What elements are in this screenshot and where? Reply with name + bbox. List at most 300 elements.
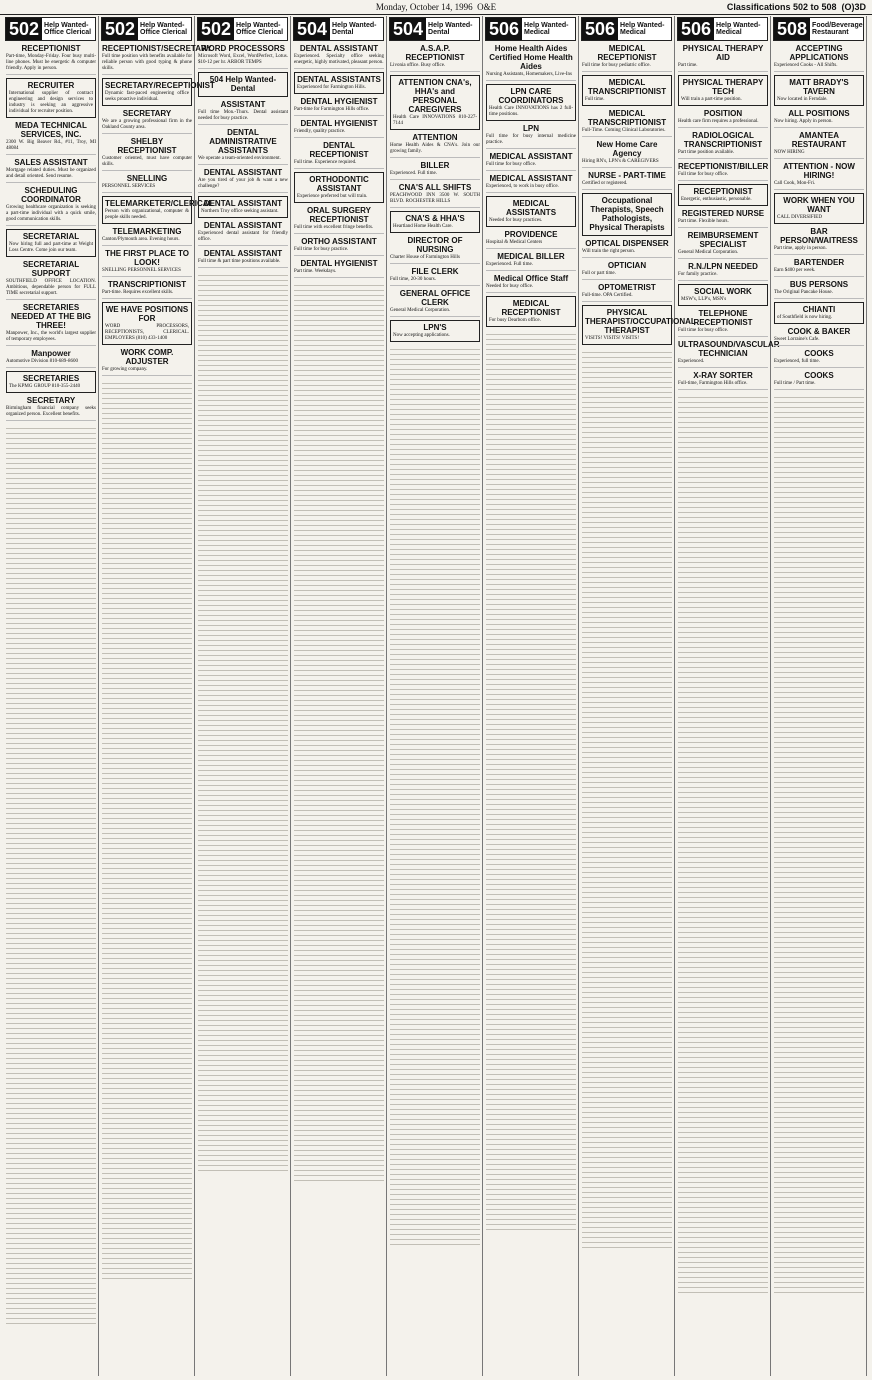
ad-body: Full time & part time positions available. bbox=[198, 259, 281, 264]
ad-heading: DENTAL ASSISTANT bbox=[299, 44, 379, 53]
ad-body: SNELLING PERSONNEL SERVICES bbox=[102, 268, 181, 273]
classified-ad bbox=[774, 131, 864, 159]
classified-ad bbox=[390, 236, 480, 264]
classified-ad bbox=[294, 259, 384, 278]
category-title: Help Wanted-Office Clerical bbox=[44, 22, 92, 36]
ad-body: Now hiring full and part-time at Weight Loss Centre. Come join our team. bbox=[9, 242, 93, 253]
ad-heading: RECEPTIONIST/BILLER bbox=[678, 162, 769, 171]
ad-heading: TRANSCRIPTIONIST bbox=[107, 280, 187, 289]
ad-body: Livonia office. Busy office. bbox=[390, 63, 446, 68]
ad-heading: R.N./LPN NEEDED bbox=[688, 262, 758, 271]
classified-ad bbox=[102, 78, 215, 106]
ad-body: Part time. Weekdays. bbox=[294, 269, 337, 274]
classified-column bbox=[100, 16, 215, 1376]
category-title: Help Wanted-Office Clerical bbox=[140, 22, 188, 36]
ad-heading: BARTENDER bbox=[793, 258, 845, 267]
ad-heading: SHELBY RECEPTIONIST bbox=[117, 137, 177, 155]
ad-heading: Home Health Aides Certified Home Health Aides bbox=[489, 44, 573, 71]
classified-column bbox=[484, 16, 579, 1376]
ad-body: Sweet Lorraine's Cafe. bbox=[774, 337, 820, 342]
ad-heading: RECRUITER bbox=[27, 81, 75, 90]
ad-heading: DENTAL ASSISTANT bbox=[203, 168, 283, 177]
ad-heading: REGISTERED NURSE bbox=[681, 209, 765, 218]
ad-body: Full time, 20-30 hours. bbox=[390, 277, 436, 282]
classified-ad bbox=[582, 75, 672, 106]
ad-body: Part time position available. bbox=[678, 150, 735, 155]
classified-ad bbox=[6, 44, 96, 75]
ad-heading: POSITION bbox=[703, 109, 743, 118]
ad-text-filler bbox=[198, 271, 288, 1171]
ad-heading: ATTENTION CNA's, HHA's and PERSONAL CAREGIVERS bbox=[398, 78, 472, 114]
classified-ad bbox=[294, 172, 384, 203]
classified-ad bbox=[390, 267, 480, 286]
classified-ad bbox=[102, 302, 192, 345]
classified-ad bbox=[486, 84, 576, 121]
ad-heading: MEDICAL TRANSCRIPTIONIST bbox=[587, 78, 667, 96]
ad-heading: PHYSICAL THERAPY TECH bbox=[682, 78, 764, 96]
classified-ad bbox=[678, 231, 768, 259]
ad-body: Health care firm requires a professional. bbox=[678, 119, 759, 124]
ad-body: Experienced. Specialty office seeking energetic, highly motivated, pleasant person. bbox=[294, 54, 384, 65]
classified-ad bbox=[198, 72, 288, 97]
ad-heading: RECEPTIONIST bbox=[21, 44, 81, 53]
ad-body: Experienced, full time. bbox=[774, 359, 820, 364]
ad-text-filler bbox=[774, 393, 864, 1293]
ad-heading: DENTAL RECEPTIONIST bbox=[309, 141, 369, 159]
classified-ad bbox=[294, 119, 384, 138]
ad-heading: MATT BRADY'S TAVERN bbox=[789, 78, 849, 96]
ad-heading: OPTOMETRIST bbox=[598, 283, 656, 292]
ad-body: Experienced. Full time. bbox=[390, 171, 437, 176]
classified-ad bbox=[486, 296, 576, 327]
ad-body: Full-time. OPA Certified. bbox=[582, 293, 633, 298]
ad-body: Home Health Aides & CNA's. Join our growing family. bbox=[390, 143, 480, 154]
classified-ad bbox=[582, 239, 672, 258]
ad-heading: BUS PERSONS bbox=[789, 280, 849, 289]
ad-body: Full time. Experience required. bbox=[294, 160, 357, 165]
ad-body: Needed for busy office. bbox=[486, 284, 534, 289]
ad-text-filler bbox=[486, 330, 576, 1230]
ad-body: Part time. Flexible hours. bbox=[678, 219, 729, 224]
classified-ad bbox=[774, 280, 864, 299]
category-number: 502 bbox=[198, 18, 234, 40]
ad-heading: SCHEDULING COORDINATOR bbox=[21, 186, 81, 204]
ad-heading: SNELLING bbox=[126, 174, 168, 183]
column-header bbox=[485, 17, 576, 41]
ad-body: Charter House of Farmington Hills bbox=[390, 255, 460, 260]
category-title: Help Wanted-Dental bbox=[428, 22, 473, 36]
ad-body: Automotive Division 810-689-8600 bbox=[6, 359, 78, 364]
classified-ad bbox=[198, 196, 288, 218]
ad-body: Full time for busy office. bbox=[678, 172, 729, 177]
classified-ad bbox=[102, 109, 192, 134]
ad-heading: LPN'S bbox=[423, 323, 447, 332]
ad-body: Now hiring. Apply in person. bbox=[774, 119, 833, 124]
classified-ad bbox=[294, 206, 384, 234]
classified-ad bbox=[6, 396, 96, 421]
ad-body: Are you tired of your job & want a new challenge? bbox=[198, 178, 288, 189]
classified-ad bbox=[102, 174, 192, 193]
ad-heading: MEDICAL ASSISTANT bbox=[489, 174, 573, 183]
ad-heading: SECRETARY/RECEPTIONIST bbox=[105, 81, 215, 90]
classified-ad bbox=[294, 72, 384, 94]
ad-body: International supplier of contract engineering and design services to industry is seeking an aggressive individual for recruiter position. bbox=[9, 91, 93, 114]
ad-body: VISITS! VISITS! VISITS! bbox=[585, 336, 639, 341]
ad-heading: ATTENTION bbox=[412, 133, 458, 142]
classified-ad bbox=[198, 221, 288, 246]
ad-text-filler bbox=[582, 348, 672, 1248]
ad-body: Will train a part-time position. bbox=[681, 97, 742, 102]
category-number: 508 bbox=[774, 18, 810, 40]
ad-body: Hospital & Medical Centers bbox=[486, 240, 543, 245]
ad-body: Full time for busy internal medicine practice. bbox=[486, 134, 576, 145]
ad-heading: DENTAL ADMINISTRATIVE ASSISTANTS bbox=[209, 128, 277, 155]
ad-body: PEACHWOOD INN 3500 W. SOUTH BLVD. ROCHESTER HILLS bbox=[390, 193, 480, 204]
ad-heading: RECEPTIONIST/SECRETARY bbox=[102, 44, 212, 53]
ad-body: MSW's, LLP's, MSN's bbox=[681, 297, 727, 302]
classified-ad bbox=[6, 349, 96, 368]
classified-ad bbox=[294, 97, 384, 116]
ad-heading: SECRETARIAL bbox=[22, 232, 80, 241]
ad-body: Full-Time. Coming Clinical Laboratories. bbox=[582, 128, 666, 133]
ad-heading: WORD PROCESSORS bbox=[200, 44, 285, 53]
ad-body: Full time position with benefits available for reliable person with good typing & phone skills. bbox=[102, 54, 192, 71]
ad-body: For busy Dearborn office. bbox=[489, 318, 541, 323]
ad-heading: DENTAL HYGIENIST bbox=[300, 97, 378, 106]
classified-ad bbox=[774, 162, 864, 190]
ad-heading: ULTRASOUND/VASCULAR TECHNICIAN bbox=[678, 340, 780, 358]
ad-heading: OPTICAL DISPENSER bbox=[585, 239, 669, 248]
classified-ad bbox=[198, 249, 288, 268]
ad-heading: ORTHODONTIC ASSISTANT bbox=[309, 175, 369, 193]
classified-ad bbox=[678, 284, 768, 306]
ad-heading: ORTHO ASSISTANT bbox=[301, 237, 377, 246]
classified-column bbox=[4, 16, 99, 1376]
classified-ad bbox=[102, 249, 192, 277]
classified-ad bbox=[294, 141, 384, 169]
classified-ad bbox=[6, 303, 96, 346]
ad-body: Full time with excellent fringe benefits. bbox=[294, 225, 374, 230]
masthead bbox=[0, 0, 872, 15]
category-number: 506 bbox=[582, 18, 618, 40]
ad-heading: MEDA TECHNICAL SERVICES, INC. bbox=[15, 121, 87, 139]
ad-body: Growing healthcare organization is seeking a part-time individual with a quick smile, good communication skills. bbox=[6, 205, 96, 222]
ad-body: Now located in Ferndale. bbox=[777, 97, 828, 102]
ad-body: Experienced Cooks - All Shifts. bbox=[774, 63, 838, 68]
ad-heading: DENTAL ASSISTANTS bbox=[297, 75, 381, 84]
ad-body: Full-time, Farmington Hills office. bbox=[678, 381, 748, 386]
ad-heading: SALES ASSISTANT bbox=[14, 158, 88, 167]
classified-ad bbox=[390, 289, 480, 317]
ad-body: Canton/Plymouth area. Evening hours. bbox=[102, 237, 180, 242]
classified-ad bbox=[678, 309, 768, 337]
ad-heading: DENTAL ASSISTANT bbox=[203, 199, 283, 208]
ad-body: Experienced, to work in busy office. bbox=[486, 184, 559, 189]
column-header bbox=[101, 17, 192, 41]
section-title: Classifications 502 to 508 bbox=[726, 2, 837, 12]
category-number: 504 bbox=[294, 18, 330, 40]
classified-ad bbox=[582, 109, 672, 137]
ad-heading: Manpower bbox=[31, 349, 71, 358]
classified-ad bbox=[198, 168, 288, 193]
ad-heading: REIMBURSEMENT SPECIALIST bbox=[687, 231, 759, 249]
ad-body: Nursing Assistants, Homemakers, Live-Ins bbox=[486, 72, 572, 77]
classified-ad bbox=[774, 302, 864, 324]
ad-heading: THE FIRST PLACE TO LOOK! bbox=[105, 249, 189, 267]
classified-ad bbox=[774, 227, 864, 255]
classified-ad bbox=[582, 140, 672, 168]
ad-heading: CNA'S ALL SHIFTS bbox=[398, 183, 472, 192]
classified-ad bbox=[582, 193, 672, 236]
ad-text-filler bbox=[390, 345, 480, 1245]
ad-heading: DENTAL ASSISTANT bbox=[203, 249, 283, 258]
category-number: 502 bbox=[6, 18, 42, 40]
ad-body: Part time. bbox=[678, 63, 698, 68]
classified-ad bbox=[486, 44, 576, 81]
ad-heading: MEDICAL RECEPTIONIST bbox=[597, 44, 657, 62]
ad-heading: PHYSICAL THERAPIST/OCCUPATIONAL THERAPIST bbox=[585, 308, 696, 335]
classified-ad bbox=[486, 174, 576, 193]
classified-ad bbox=[582, 261, 672, 280]
ad-body: We are a growing professional firm in the Oakland County area. bbox=[102, 119, 192, 130]
classified-ad bbox=[6, 78, 96, 118]
ad-body: Person with organizational, computer & people skills needed. bbox=[105, 209, 189, 220]
ad-body: Heartland Home Health Care. bbox=[393, 224, 453, 229]
ad-body: Mortgage related duties. Must be organized and detail oriented. Send resume. bbox=[6, 168, 96, 179]
ad-heading: TELEPHONE RECEPTIONIST bbox=[693, 309, 753, 327]
column-header bbox=[773, 17, 864, 41]
ad-body: WORD PROCESSORS, RECEPTIONISTS, CLERICAL. EMPLOYERS (810) 433-1400 bbox=[105, 324, 189, 341]
ad-body: For family practice. bbox=[678, 272, 718, 277]
classified-column bbox=[772, 16, 867, 1376]
ad-heading: MEDICAL ASSISTANT bbox=[489, 152, 573, 161]
ad-heading: TELEMARKETING bbox=[112, 227, 182, 236]
category-number: 502 bbox=[102, 18, 138, 40]
ad-heading: BAR PERSON/WAITRESS bbox=[780, 227, 858, 245]
classified-ad bbox=[678, 340, 780, 368]
classified-ad bbox=[774, 193, 864, 224]
classified-ad bbox=[6, 371, 96, 393]
category-number: 506 bbox=[678, 18, 714, 40]
classified-ad bbox=[678, 209, 768, 228]
date: Monday, October 14, 1996 bbox=[375, 2, 473, 12]
ad-body: The KPMG GROUP 810-355-2440 bbox=[9, 384, 81, 389]
ad-text-filler bbox=[6, 424, 96, 1324]
category-number: 506 bbox=[486, 18, 522, 40]
classified-ad bbox=[486, 230, 576, 249]
ad-heading: LPN bbox=[523, 124, 539, 133]
ad-heading: SOCIAL WORK bbox=[694, 287, 752, 296]
column-header bbox=[197, 17, 288, 41]
ad-heading: OPTICIAN bbox=[607, 261, 647, 270]
ad-body: Birmingham financial company seeks organized person. Excellent benefits. bbox=[6, 406, 96, 417]
category-number: 504 bbox=[390, 18, 426, 40]
ad-body: Dynamic fast-paced engineering office seeks proactive individual. bbox=[105, 91, 189, 102]
classified-ad bbox=[582, 44, 672, 72]
classified-ad bbox=[198, 100, 288, 125]
ad-body: Full time / Part time. bbox=[774, 381, 816, 386]
classified-ad bbox=[774, 44, 864, 72]
classified-ad bbox=[678, 184, 768, 206]
ad-heading: SECRETARIAL SUPPORT bbox=[22, 260, 80, 278]
ad-body: of Southfield is now hiring. bbox=[777, 315, 833, 320]
classified-ad bbox=[390, 320, 480, 342]
ad-text-filler bbox=[294, 281, 384, 1181]
classified-ad bbox=[678, 75, 768, 106]
classified-ad bbox=[774, 75, 864, 106]
ad-heading: COOKS bbox=[804, 349, 834, 358]
ad-heading: SECRETARY bbox=[26, 396, 76, 405]
classified-ad bbox=[6, 158, 96, 183]
ad-heading: A.S.A.P. RECEPTIONIST bbox=[405, 44, 465, 62]
classified-ad bbox=[6, 260, 96, 300]
ad-heading: DENTAL ASSISTANT bbox=[203, 221, 283, 230]
ad-heading: DIRECTOR OF NURSING bbox=[407, 236, 463, 254]
column-header bbox=[5, 17, 96, 41]
classified-ad bbox=[198, 128, 288, 165]
classified-ad bbox=[390, 75, 480, 130]
classified-ad bbox=[102, 227, 192, 246]
classified-ad bbox=[678, 44, 768, 72]
classified-ad bbox=[774, 349, 864, 368]
ad-body: Experienced. bbox=[678, 359, 705, 364]
ad-heading: Medical Office Staff bbox=[493, 274, 569, 283]
category-title: Help Wanted-Office Clerical bbox=[236, 22, 284, 36]
classified-ad bbox=[582, 283, 672, 302]
ad-heading: COOK & BAKER bbox=[787, 327, 851, 336]
ad-heading: FILE CLERK bbox=[411, 267, 459, 276]
ad-body: Full time. bbox=[585, 97, 605, 102]
category-title: Food/Beverage Restaurant bbox=[812, 22, 863, 36]
classified-ad bbox=[678, 131, 768, 159]
ad-body: Experienced for Farmington Hills. bbox=[297, 85, 366, 90]
ad-body: Energetic, enthusiastic, personable. bbox=[681, 197, 752, 202]
ad-heading: New Home Care Agency bbox=[596, 140, 658, 158]
ad-body: Part time, apply in person. bbox=[774, 246, 827, 251]
classified-ad bbox=[678, 371, 768, 390]
classified-ad bbox=[774, 109, 864, 128]
ad-body: Health Care INNOVATIONS 810-227-7144 bbox=[393, 115, 477, 126]
ad-body: Part-time, Monday-Friday. Four busy multi-line phones. Must be energetic & computer friendly. Apply in person. bbox=[6, 54, 96, 71]
paper-name: O&E bbox=[477, 2, 497, 12]
ad-heading: MEDICAL ASSISTANTS bbox=[505, 199, 557, 217]
ad-body: CALL DIVERSIFIED bbox=[777, 215, 822, 220]
classified-column bbox=[388, 16, 483, 1376]
ad-body: PERSONNEL SERVICES bbox=[102, 184, 156, 189]
ad-body: Experience preferred but will train. bbox=[297, 194, 368, 199]
ad-heading: SECRETARY bbox=[122, 109, 172, 118]
ad-heading: DENTAL HYGIENIST bbox=[300, 259, 378, 268]
ad-body: Full time for busy pediatric office. bbox=[582, 63, 651, 68]
ad-heading: MEDICAL TRANSCRIPTIONIST bbox=[587, 109, 667, 127]
ad-heading: PROVIDENCE bbox=[504, 230, 558, 239]
ad-heading: ACCEPTING APPLICATIONS bbox=[789, 44, 849, 62]
ad-heading: Occupational Therapists, Speech Pathologists, Physical Therapists bbox=[589, 196, 665, 232]
ad-text-filler bbox=[102, 379, 192, 1279]
ad-body: Health Care INNOVATIONS has 2 full-time positions. bbox=[489, 106, 573, 117]
ad-heading: ATTENTION - NOW HIRING! bbox=[783, 162, 855, 180]
ad-body: General Medical Corporation. bbox=[390, 308, 451, 313]
ad-heading: 504 Help Wanted-Dental bbox=[209, 75, 277, 93]
ad-heading: CHIANTI bbox=[802, 305, 836, 314]
ad-body: Now accepting applications. bbox=[393, 333, 450, 338]
ad-body: Will train the right person. bbox=[582, 249, 635, 254]
ad-heading: GENERAL OFFICE CLERK bbox=[399, 289, 471, 307]
ad-body: SOUTHFIELD OFFICE LOCATION. Ambitious, dependable person for FULL TIME secretarial support. bbox=[6, 279, 96, 296]
category-title: Help Wanted-Medical bbox=[716, 22, 761, 36]
classified-column bbox=[676, 16, 780, 1376]
classified-ad bbox=[486, 274, 576, 293]
classified-ad bbox=[678, 162, 768, 181]
ad-body: NOW HIRING bbox=[774, 150, 805, 155]
ad-body: Experienced dental assistant for friendly office. bbox=[198, 231, 288, 242]
ad-body: Full time for busy office. bbox=[678, 328, 729, 333]
classified-ad bbox=[198, 44, 288, 69]
ad-body: Northern Troy office seeking assistant. bbox=[201, 209, 279, 214]
classified-ad bbox=[102, 348, 192, 376]
ad-heading: PHYSICAL THERAPY AID bbox=[682, 44, 764, 62]
ad-text-filler bbox=[678, 393, 768, 1293]
category-title: Help Wanted-Dental bbox=[332, 22, 377, 36]
ad-heading: ALL POSITIONS bbox=[788, 109, 850, 118]
ad-body: Microsoft Word, Excel, WordPerfect, Lotus. $10-12 per hr. ARBOR TEMPS bbox=[198, 54, 288, 65]
ad-heading: RADIOLOGICAL TRANSCRIPTIONIST bbox=[683, 131, 763, 149]
ad-body: Part-time for Farmington Hills office. bbox=[294, 107, 370, 112]
classified-ad bbox=[6, 229, 96, 257]
classified-ad bbox=[390, 133, 480, 158]
classified-ad bbox=[486, 152, 576, 171]
classified-ad bbox=[6, 121, 96, 155]
column-header bbox=[677, 17, 768, 41]
classified-ad bbox=[486, 196, 576, 227]
ad-body: Part-time. Requires excellent skills. bbox=[102, 290, 174, 295]
classified-ad bbox=[678, 262, 768, 281]
ad-heading: SECRETARIES NEEDED AT THE BIG THREE! bbox=[10, 303, 91, 330]
ad-heading: NURSE - PART-TIME bbox=[588, 171, 666, 180]
ad-heading: DENTAL HYGIENIST bbox=[300, 119, 378, 128]
classified-ad bbox=[6, 186, 96, 226]
ad-body: Full or part time. bbox=[582, 271, 616, 276]
classified-ad bbox=[678, 109, 768, 128]
classified-column bbox=[196, 16, 291, 1376]
ad-body: Full time for busy office. bbox=[486, 162, 537, 167]
ad-heading: WE HAVE POSITIONS FOR bbox=[105, 305, 189, 323]
classified-ad bbox=[582, 305, 696, 345]
column-header bbox=[581, 17, 672, 41]
ad-body: Call Cook, Mon-Fri. bbox=[774, 181, 816, 186]
ad-heading: CNA'S & HHA'S bbox=[405, 214, 465, 223]
ad-heading: LPN CARE COORDINATORS bbox=[498, 87, 564, 105]
classified-ad bbox=[294, 44, 384, 69]
classified-ad bbox=[774, 258, 864, 277]
ad-body: For growing company. bbox=[102, 367, 148, 372]
category-title: Help Wanted-Medical bbox=[620, 22, 665, 36]
classified-ad bbox=[390, 183, 480, 208]
ad-heading: MEDICAL BILLER bbox=[497, 252, 565, 261]
classified-ad bbox=[102, 44, 212, 75]
columns-container bbox=[4, 16, 868, 1376]
ad-heading: BILLER bbox=[420, 161, 450, 170]
ad-heading: AMANTEA RESTAURANT bbox=[791, 131, 847, 149]
classified-ad bbox=[774, 327, 864, 346]
ad-heading: RECEPTIONIST bbox=[693, 187, 753, 196]
ad-heading: X-RAY SORTER bbox=[693, 371, 753, 380]
classified-ad bbox=[582, 171, 672, 190]
section-label bbox=[727, 2, 866, 12]
page-number: (O)3D bbox=[841, 2, 866, 12]
ad-heading: COOKS bbox=[804, 371, 834, 380]
ad-body: General Medical Corporation. bbox=[678, 250, 739, 255]
